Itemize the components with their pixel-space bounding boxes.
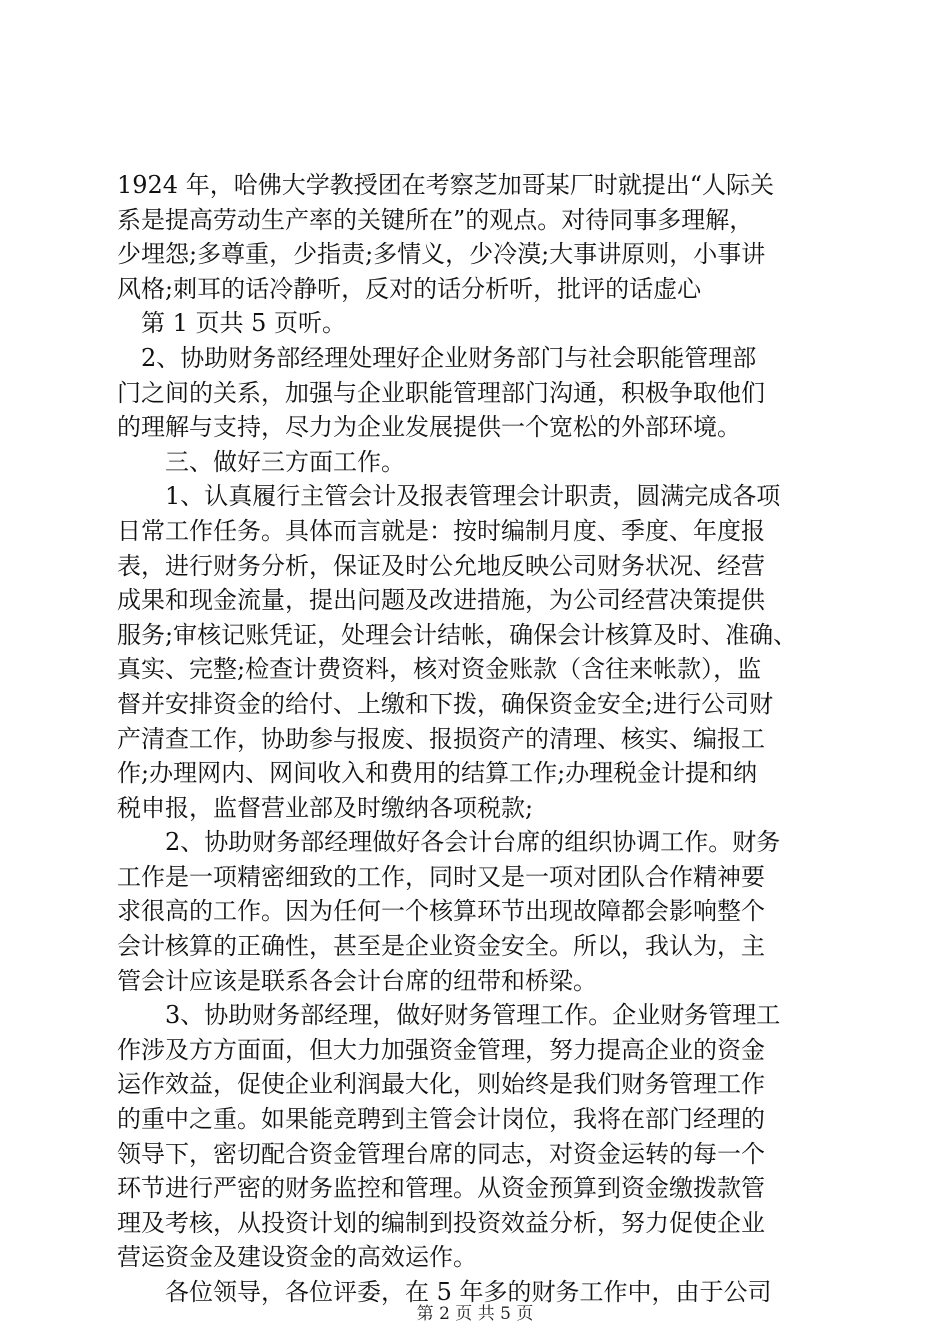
text-line: 成果和现金流量，提出问题及改进措施，为公司经营决策提供 <box>117 586 765 615</box>
text-line: 风格;刺耳的话冷静听，反对的话分析听，批评的话虚心 <box>117 274 702 303</box>
text-line: 环节进行严密的财务监控和管理。从资金预算到资金缴拨款管 <box>117 1174 765 1203</box>
text-line: 真实、完整;检查计费资料，核对资金账款（含往来帐款），监 <box>117 655 762 684</box>
text-line: 少埋怨;多尊重，少指责;多情义，少冷漠;大事讲原则，小事讲 <box>117 240 766 269</box>
text-line: 日常工作任务。具体而言就是：按时编制月度、季度、年度报 <box>117 516 765 545</box>
text-line: 的重中之重。如果能竞聘到主管会计岗位，我将在部门经理的 <box>117 1105 765 1134</box>
text-line: 工作是一项精密细致的工作，同时又是一项对团队合作精神要 <box>117 862 765 891</box>
text-line: 作涉及方方面面，但大力加强资金管理，努力提高企业的资金 <box>117 1035 765 1064</box>
text-line: 1、认真履行主管会计及报表管理会计职责，圆满完成各项 <box>117 482 781 511</box>
text-line: 运作效益，促使企业利润最大化，则始终是我们财务管理工作 <box>117 1070 765 1099</box>
text-line: 门之间的关系，加强与企业职能管理部门沟通，积极争取他们 <box>117 378 765 407</box>
text-line: 产清查工作，协助参与报废、报损资产的清理、核实、编报工 <box>117 724 765 753</box>
text-line: 各位领导，各位评委，在 5 年多的财务工作中，由于公司 <box>117 1278 772 1306</box>
text-line: 会计核算的正确性，甚至是企业资金安全。所以，我认为，主 <box>117 932 765 961</box>
text-line: 表，进行财务分析，保证及时公允地反映公司财务状况、经营 <box>117 551 765 580</box>
text-line: 3、协助财务部经理，做好财务管理工作。企业财务管理工 <box>117 1001 781 1030</box>
text-line: 作;办理网内、网间收入和费用的结算工作;办理税金计提和纳 <box>117 759 758 788</box>
text-line: 1924 年，哈佛大学教授团在考察芝加哥某厂时就提出“人际关 <box>117 171 774 199</box>
text-line: 服务;审核记账凭证，处理会计结帐，确保会计核算及时、准确、 <box>117 620 798 649</box>
text-line: 督并安排资金的给付、上缴和下拨，确保资金安全;进行公司财 <box>117 689 774 718</box>
text-line: 税申报，监督营业部及时缴纳各项税款; <box>117 793 534 822</box>
text-line: 系是提高劳动生产率的关键所在”的观点。对待同事多理解， <box>117 205 754 234</box>
text-line: 求很高的工作。因为任何一个核算环节出现故障都会影响整个 <box>117 897 765 926</box>
text-line: 三、做好三方面工作。 <box>117 447 405 476</box>
text-line: 管会计应该是联系各会计台席的纽带和桥梁。 <box>117 966 597 995</box>
document-body <box>117 168 837 1310</box>
page-number-footer: 第 2 页 共 5 页 <box>416 1304 534 1324</box>
text-line: 营运资金及建设资金的高效运作。 <box>117 1243 477 1272</box>
text-line: 领导下，密切配合资金管理台席的同志，对资金运转的每一个 <box>117 1139 765 1168</box>
text-line: 2、协助财务部经理做好各会计台席的组织协调工作。财务 <box>117 828 781 857</box>
text-line: 第 1 页共 5 页听。 <box>117 309 347 338</box>
text-line: 理及考核，从投资计划的编制到投资效益分析，努力促使企业 <box>117 1208 765 1237</box>
text-line: 2、协助财务部经理处理好企业财务部门与社会职能管理部 <box>117 343 757 372</box>
text-line: 的理解与支持，尽力为企业发展提供一个宽松的外部环境。 <box>117 413 741 442</box>
